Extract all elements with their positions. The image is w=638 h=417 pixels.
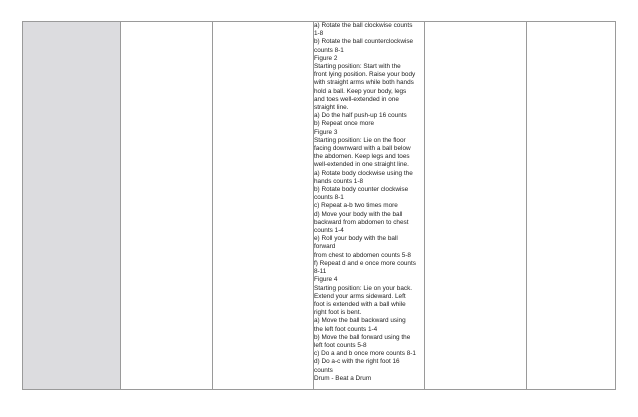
instruction-line: f) Repeat d and e once more counts [314,259,416,267]
instruction-line: Starting position: Lie on the floor [314,136,406,144]
instruction-line: counts 8-1 [314,46,344,54]
instruction-line: a) Rotate the ball clockwise counts [314,22,413,29]
table-row [23,22,616,390]
instruction-line: backward from abdomen to chest [314,218,409,226]
instruction-line: counts 8-1 [314,194,344,202]
instruction-line: Figure 2 [314,54,338,62]
instruction-line: e) Roll your body with the ball [314,235,398,243]
instruction-line: 8-11 [314,268,327,276]
instruction-line: b) Rotate the ball counterclockwise [314,38,414,46]
instruction-line: facing downward with a ball below [314,145,411,153]
table-cell-empty [425,22,527,390]
table-cell-empty [527,22,616,390]
instruction-line: the left foot counts 1-4 [314,325,378,333]
instruction-line: b) Repeat once more [314,120,375,128]
instruction-line: well-extended in one straight line. [314,161,409,169]
instruction-line: left foot counts 5-8 [314,341,367,349]
instruction-line: Figure 4 [314,276,338,284]
instruction-line: the abdomen. Keep legs and toes [314,153,410,161]
table-cell-empty [213,22,314,390]
lesson-table [22,21,616,390]
instruction-line: c) Repeat a-b two times more [314,202,398,210]
instruction-line: counts [314,366,333,374]
instruction-line: b) Move the ball forward using the [314,333,411,341]
instruction-line: front lying position. Raise your body [314,71,416,79]
instruction-line: foot is extended with a ball while [314,300,406,308]
instruction-line: c) Do a and b once more counts 8-1 [314,350,416,358]
instruction-line: hands counts 1-8 [314,177,364,185]
instruction-line: counts 1-4 [314,227,344,235]
instruction-line: straight line. [314,104,349,112]
table-cell-instructions [314,22,425,390]
instruction-line: a) Do the half push-up 16 counts [314,112,407,120]
instruction-line: d) Move your body with the ball [314,210,403,218]
instruction-line: a) Move the ball backward using [314,317,406,325]
table-cell-shaded [23,22,121,390]
instruction-line: 1-8 [314,30,324,38]
instruction-line: from chest to abdomen counts 5-8 [314,251,411,259]
table-cell-empty [121,22,213,390]
instruction-line: a) Rotate body clockwise using the [314,169,413,177]
instruction-line: with straight arms while both hands [314,79,414,87]
instruction-line: and toes well-extended in one [314,95,399,103]
instruction-line: right foot is bent. [314,309,362,317]
instruction-line: b) Rotate body counter clockwise [314,186,409,194]
instruction-line: Starting position: Start with the [314,63,401,71]
instruction-line: d) Do a-c with the right foot 16 [314,358,400,366]
instruction-line: Starting position: Lie on your back. [314,284,413,292]
instruction-line: forward [314,243,336,251]
instruction-line: Drum - Beat a Drum [314,374,372,382]
instruction-line: hold a ball. Keep your body, legs [314,87,407,95]
instruction-text [314,22,424,383]
instruction-line: Extend your arms sideward. Left [314,292,406,300]
instruction-line: Figure 3 [314,128,338,136]
